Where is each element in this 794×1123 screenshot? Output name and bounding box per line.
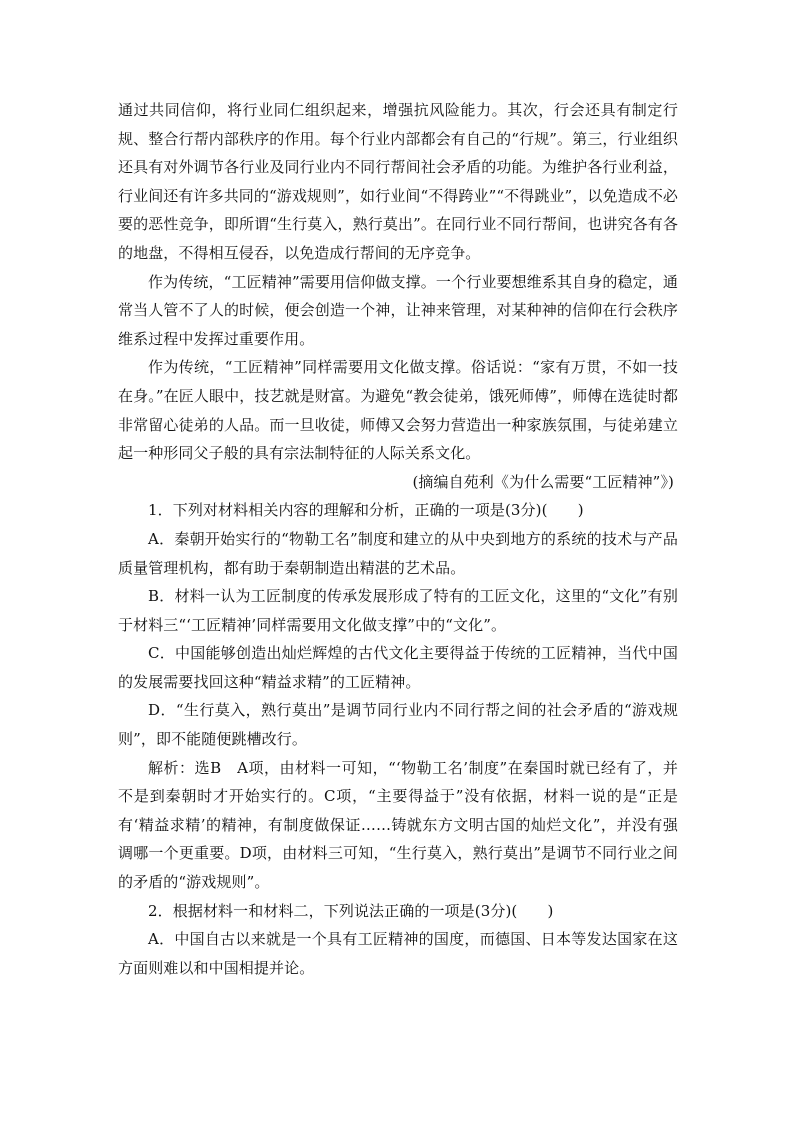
document-page [118,96,678,982]
question-1-option-c: C．中国能够创造出灿烂辉煌的古代文化主要得益于传统的工匠精神，当代中国的发展需要找回这种“精益求精”的工匠精神。 [118,644,678,691]
question-1-option-b: B．材料一认为工匠制度的传承发展形成了特有的工匠文化，这里的“文化”有别于材料三“‘工匠精神’同样需要用文化做支撑”中的“文化”。 [118,587,678,634]
question-1-option-d: D．“生行莫入，熟行莫出”是调节同行业内不同行帮之间的社会矛盾的“游戏规则”，即不能随便跳槽改行。 [118,701,678,749]
source-citation: (摘编自苑利《为什么需要“工匠精神”》) [412,472,674,491]
question-1-stem: 1．下列对材料相关内容的理解和分析，正确的一项是(3分)( ) [148,501,584,520]
question-2-option-a: A．中国自古以来就是一个具有工匠精神的国度，而德国、日本等发达国家在这方面则难以和中国相提并论。 [118,930,678,977]
passage-paragraph-2: 作为传统，“工匠精神”需要用信仰做支撑。一个行业要想维系其自身的稳定，通常当人管不了人的时候，便会创造一个神，让神来管理，对某种神的信仰在行会秩序维系过程中发挥过重要作用。 [118,272,678,348]
question-1-analysis: 解析：选B A项，由材料一可知，“‘物勒工名’制度”在秦国时就已经有了，并不是到秦朝时才开始实行的。C项，“主要得益于”没有依据，材料一说的是“正是有‘精益求精’的精神，有制度做保证……铸就东方文明古国的灿烂文化”，并没有强调哪一个更重要。D项，由材料三可知，“生行莫入，熟行莫出”是调节不同行业之间的矛盾的“游戏规则”。 [118,758,678,892]
passage-paragraph-1: 通过共同信仰，将行业同仁组织起来，增强抗风险能力。其次，行会还具有制定行规、整合行帮内部秩序的作用。每个行业内部都会有自己的“行规”。第三，行业组织还具有对外调节各行业及同行业内不同行帮间社会矛盾的功能。为维护各行业利益，行业间还有许多共同的“游戏规则”，如行业间“不得跨业”“不得跳业”，以免造成不必要的恶性竞争，即所谓“生行莫入，熟行莫出”。在同行业不同行帮间，也讲究各有各的地盘，不得相互侵吞，以免造成行帮间的无序竞争。 [118,101,679,262]
question-2-stem: 2．根据材料一和材料二，下列说法正确的一项是(3分)( ) [148,901,554,920]
question-1-option-a: A．秦朝开始实行的“物勒工名”制度和建立的从中央到地方的系统的技术与产品质量管理机构，都有助于秦朝制造出精湛的艺术品。 [118,529,678,577]
passage-paragraph-3: 作为传统，“工匠精神”同样需要用文化做支撑。俗话说：“家有万贯，不如一技在身。”在匠人眼中，技艺就是财富。为避免“教会徒弟，饿死师傅”，师傅在选徒时都非常留心徒弟的人品。而一旦收徒，师傅又会努力营造出一种家族氛围，与徒弟建立起一种形同父子般的具有宗法制特征的人际关系文化。 [118,358,678,463]
